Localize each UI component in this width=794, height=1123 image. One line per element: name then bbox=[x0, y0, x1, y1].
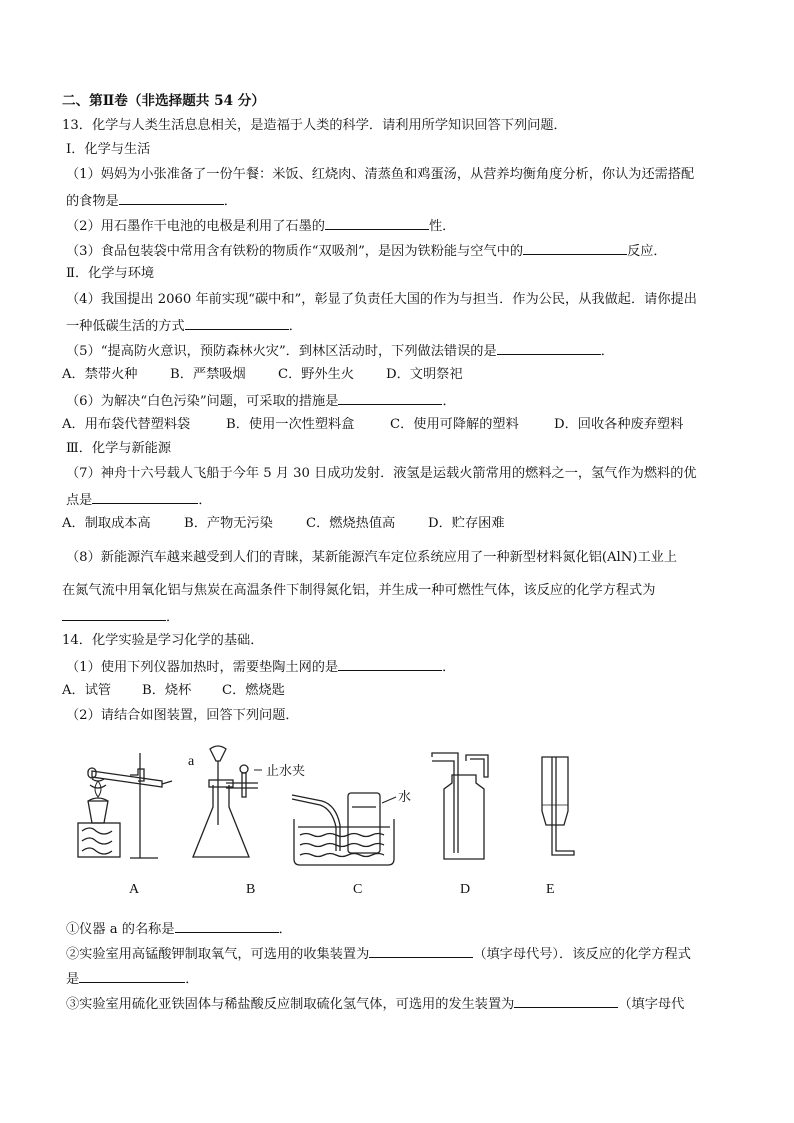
q13-stem: 13．化学与人类生活息息相关，是造福于人类的科学．请利用所学知识回答下列问题． bbox=[62, 118, 567, 133]
answer-blank[interactable] bbox=[497, 340, 601, 355]
q14-2-sub1: ①仪器 a 的名称是 ． bbox=[66, 918, 732, 940]
option-c[interactable]: C．燃烧匙 bbox=[222, 683, 285, 698]
apparatus-d bbox=[432, 753, 488, 859]
option-c[interactable]: C．野外生火 bbox=[278, 367, 355, 382]
q13-8-line1: （8）新能源汽车越来越受到人们的青睐，某新能源汽车定位系统应用了一种新型材料氮化铝(AlN)工业上 bbox=[66, 550, 678, 565]
q13-6-options bbox=[62, 415, 732, 435]
q14-2-sub3-text: ③实验室用硫化亚铁固体与稀盐酸反应制取硫化氢气体，可选用的发生装置为 bbox=[66, 997, 515, 1012]
apparatus-a-label: a bbox=[188, 754, 195, 769]
q13-3-text: （3）食品包装袋中常用含有铁粉的物质作“双吸剂”，是因为铁粉能与空气中的 bbox=[66, 244, 524, 259]
q13-8-line2: 在氮气流中用氧化铝与焦炭在高温条件下制得氮化铝，并生成一种可燃性气体，该反应的化学方程式为 bbox=[62, 583, 656, 598]
answer-blank[interactable] bbox=[79, 968, 185, 983]
q13-4-line1: （4）我国提出 2060 年前实现“碳中和”，彰显了负责任大国的作为与担当．作为公民，从我做起．请你提出 bbox=[66, 292, 697, 307]
answer-blank[interactable] bbox=[62, 606, 166, 621]
q13-6: （6）为解决“白色污染”问题，可采取的措施是 ． bbox=[66, 390, 732, 412]
q13-6-text: （6）为解决“白色污染”问题，可采取的措施是 bbox=[66, 394, 339, 409]
option-d[interactable]: D．回收各种废弃塑料 bbox=[554, 417, 684, 432]
apparatus-e bbox=[542, 757, 574, 855]
q13-part1-title: Ⅰ．化学与生活 bbox=[66, 142, 151, 157]
apparatus-a bbox=[78, 753, 172, 858]
q13-5: （5）“提高防火意识，预防森林火灾”．到林区活动时，下列做法错误的是 ． bbox=[66, 340, 732, 362]
q13-1-line2-text: 的食物是 bbox=[66, 194, 119, 209]
option-a[interactable]: A．试管 bbox=[62, 683, 112, 698]
water-label: 水 bbox=[398, 790, 412, 805]
q13-7-line2-text: 点是 bbox=[66, 493, 93, 508]
q14-1-options bbox=[62, 681, 732, 701]
apparatus-b bbox=[193, 746, 262, 857]
q13-8-line3: ． bbox=[62, 606, 732, 628]
section-title: 二、第Ⅱ卷（非选择题共 54 分） bbox=[62, 93, 265, 109]
q13-3 bbox=[66, 240, 732, 262]
q14-1-text: （1）使用下列仪器加热时，需要垫陶土网的是 bbox=[66, 660, 339, 675]
q13-part3-title: Ⅲ．化学与新能源 bbox=[66, 441, 172, 456]
figure-label-e: E bbox=[546, 882, 555, 897]
q13-1-line2: 的食物是 ． bbox=[66, 190, 732, 212]
answer-blank[interactable] bbox=[185, 315, 289, 330]
q14-stem: 14．化学实验是学习化学的基础． bbox=[62, 633, 264, 648]
q14-2: （2）请结合如图装置，回答下列问题． bbox=[66, 708, 299, 723]
q13-7-options bbox=[62, 514, 732, 534]
q13-part2-title: Ⅱ．化学与环境 bbox=[66, 266, 155, 281]
q13-4-line2-text: 一种低碳生活的方式 bbox=[66, 319, 185, 334]
answer-blank[interactable] bbox=[119, 190, 224, 205]
apparatus-figure bbox=[70, 735, 710, 905]
q14-1: （1）使用下列仪器加热时，需要垫陶土网的是 ． bbox=[66, 656, 732, 678]
q13-4-line2: 一种低碳生活的方式 ． bbox=[66, 315, 732, 337]
answer-blank[interactable] bbox=[92, 489, 198, 504]
q13-2-post: 性． bbox=[428, 219, 456, 234]
answer-blank[interactable] bbox=[523, 240, 627, 255]
q14-2-sub3-post: （填字母代 bbox=[618, 997, 685, 1012]
q13-5-options bbox=[62, 365, 732, 385]
answer-blank[interactable] bbox=[514, 993, 618, 1008]
q13-1-line1: （1）妈妈为小张准备了一份午餐：米饭、红烧肉、清蒸鱼和鸡蛋汤，从营养均衡角度分析，你认为还需搭配 bbox=[66, 167, 695, 182]
option-a[interactable]: A．制取成本高 bbox=[62, 516, 151, 531]
q13-2-text: （2）用石墨作干电池的电极是利用了石墨的 bbox=[66, 219, 325, 234]
q14-2-sub3 bbox=[66, 993, 732, 1015]
option-a[interactable]: A．用布袋代替塑料袋 bbox=[62, 417, 191, 432]
q14-2-sub2 bbox=[66, 943, 732, 965]
answer-blank[interactable] bbox=[369, 943, 473, 958]
option-b[interactable]: B．严禁吸烟 bbox=[170, 367, 246, 382]
option-c[interactable]: C．燃烧热值高 bbox=[306, 516, 396, 531]
option-d[interactable]: D．文明祭祀 bbox=[386, 367, 463, 382]
option-a[interactable]: A．禁带火种 bbox=[62, 367, 138, 382]
q13-2 bbox=[66, 215, 732, 237]
answer-blank[interactable] bbox=[325, 215, 429, 230]
answer-blank[interactable] bbox=[338, 390, 442, 405]
figure-label-c: C bbox=[353, 882, 363, 897]
q14-2-sub2-line2-text: 是 bbox=[66, 972, 80, 987]
q13-5-text: （5）“提高防火意识，预防森林火灾”．到林区活动时，下列做法错误的是 bbox=[66, 344, 497, 359]
option-d[interactable]: D．贮存困难 bbox=[428, 516, 505, 531]
figure-label-a: A bbox=[129, 882, 140, 897]
q13-3-post: 反应． bbox=[627, 244, 667, 259]
option-c[interactable]: C．使用可降解的塑料 bbox=[390, 417, 519, 432]
option-b[interactable]: B．使用一次性塑料盒 bbox=[226, 417, 355, 432]
q13-7-line1: （7）神舟十六号载人飞船于今年 5 月 30 日成功发射．液氢是运载火箭常用的燃料之一，氢气作为燃料的优 bbox=[66, 466, 697, 481]
figure-label-b: B bbox=[246, 882, 256, 897]
q14-2-sub1-text: ①仪器 a 的名称是 bbox=[66, 922, 175, 937]
q13-7-line2: 点是 ． bbox=[66, 489, 732, 511]
clamp-label: 止水夹 bbox=[266, 764, 306, 779]
apparatus-c bbox=[292, 793, 396, 865]
option-b[interactable]: B．产物无污染 bbox=[184, 516, 273, 531]
option-b[interactable]: B．烧杯 bbox=[142, 683, 192, 698]
figure-label-d: D bbox=[460, 882, 471, 897]
answer-blank[interactable] bbox=[175, 918, 279, 933]
answer-blank[interactable] bbox=[338, 656, 442, 671]
q14-2-sub2-text: ②实验室用高锰酸钾制取氧气，可选用的收集装置为 bbox=[66, 947, 370, 962]
q14-2-sub2-post: （填字母代号）．该反应的化学方程式 bbox=[473, 947, 691, 962]
q14-2-sub2-line2: 是 ． bbox=[66, 968, 732, 990]
